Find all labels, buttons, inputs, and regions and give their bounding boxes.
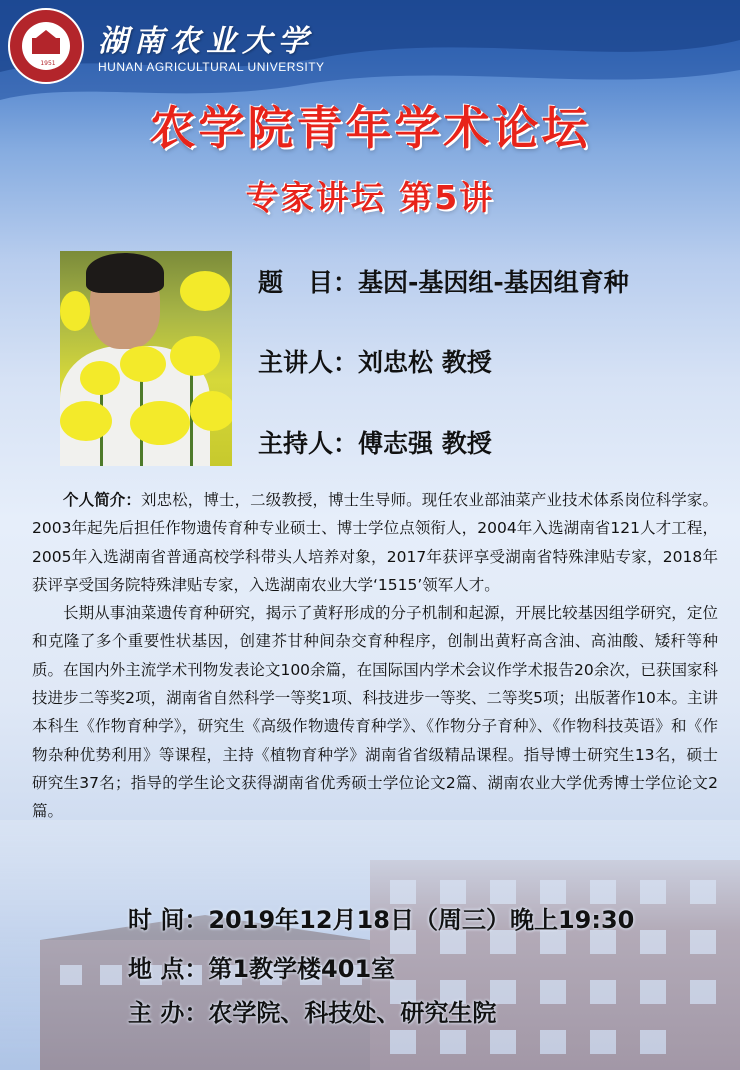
bio-paragraph-1 xyxy=(32,486,718,599)
photo-person-hair xyxy=(86,253,164,293)
lecture-host: 主持人：傅志强 教授 xyxy=(258,429,492,458)
lecture-topic: 题 目：基因-基因组-基因组育种 xyxy=(258,268,629,297)
university-name-cn: 湖南农业大学 xyxy=(98,24,314,59)
poster-subtitle: 专家讲坛 第5讲 xyxy=(245,178,495,217)
university-name-en: HUNAN AGRICULTURAL UNIVERSITY xyxy=(98,60,325,74)
campus-building-silhouette xyxy=(0,820,740,1070)
speaker-photo xyxy=(60,251,232,466)
emblem-year: 1951 xyxy=(40,60,56,67)
bio-text-1: 刘忠松，博士，二级教授，博士生导师。现任农业部油菜产业技术体系岗位科学家。2003年起先后担任作物遗传育种专业硕士、博士学位点领衔人，2004年入选湖南省121人才工程，2005年入选湖南省普通高校学科带头人培养对象，2017年获评享受湖南省特殊津贴专家，2018年获评享受国务院特殊津贴专家，入选湖南农业大学‘1515’领军人才。 xyxy=(32,491,718,594)
event-time: 时 间：2019年12月18日（周三）晚上19:30 xyxy=(128,906,635,934)
university-emblem-icon xyxy=(8,8,84,84)
bio-paragraph-2: 长期从事油菜遗传育种研究，揭示了黄籽形成的分子机制和起源，开展比较基因组学研究，定位和克隆了多个重要性状基因，创建芥甘种间杂交育种程序，创制出黄籽高含油、高油酸、矮秆等种质。在国内外主流学术刊物发表论文100余篇，在国际国内学术会议作学术报告20余次，已获国家科技进步二等奖2项，湖南省自然科学一等奖1项、科技进步一等奖、二等奖5项；出版著作10本。主讲本科生《作物育种学》，研究生《高级作物遗传育种学》、《作物分子育种》、《作物科技英语》和《作物杂种优势利用》等课程，主持《植物育种学》湖南省省级精品课程。指导博士研究生13名，硕士研究生37名；指导的学生论文获得湖南省优秀硕士学位论文2篇、湖南农业大学优秀博士学位论文2篇。 xyxy=(32,604,718,821)
speaker-biography xyxy=(32,486,718,826)
poster-title: 农学院青年学术论坛 xyxy=(149,101,591,155)
event-place: 地 点：第1教学楼401室 xyxy=(128,955,396,983)
bio-lead-label: 个人简介： xyxy=(63,491,141,509)
lecture-speaker: 主讲人：刘忠松 教授 xyxy=(258,348,492,377)
event-organizer: 主 办：农学院、科技处、研究生院 xyxy=(128,999,497,1027)
